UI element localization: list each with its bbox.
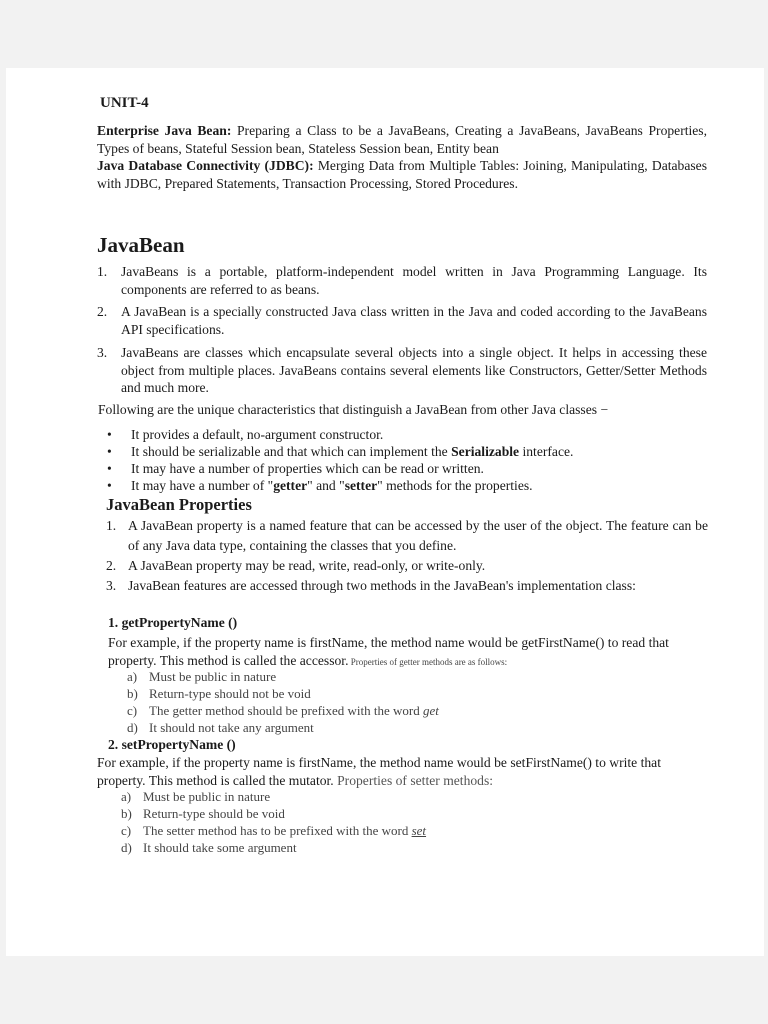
ejb-text: Preparing a Class to be a JavaBeans, Creating a JavaBeans, JavaBeans Properties, Types of beans, Stateful Session bean, Stateless Session bean, Entity bean [97,123,707,156]
bullet-dot-icon: • [107,478,112,493]
bullet-text: It may have a number of "getter" and "setter" methods for the properties. [131,478,533,493]
point-number: 2. [97,304,108,319]
setter-item-a: a) Must be public in nature [121,789,271,804]
syllabus-jdbc [97,157,707,193]
bullet-item [107,444,573,460]
point-text: A JavaBean property may be read, write, read-only, or write-only. [128,558,486,573]
ejb-label: Enterprise Java Bean: [97,123,232,138]
bullet-dot-icon: • [107,427,112,442]
getter-properties-note: Properties of getter methods are as follows: [348,657,508,667]
bullet-dot-icon: • [107,461,112,476]
jdbc-text: Merging Data from Multiple Tables: Joining, Manipulating, Databases with JDBC, Prepared Statements, Transaction Processing, Stored Procedures. [97,158,707,191]
getter-item-a: a) Must be public in nature [127,669,277,684]
setter-heading: 2. setPropertyName () [108,737,236,752]
point-text: A JavaBean property is a named feature that can be accessed by the user of the object. The feature can be of any Java data type, containing the classes that you define. [128,518,708,553]
point-text: JavaBeans are classes which encapsulate several objects into a single object. It helps in accessing these object from multiple places. JavaBeans contains several elements like Constructors, Getter/Setter Methods and much more. [121,345,707,395]
property-point-3 [106,576,708,596]
javabean-point-3 [97,344,707,397]
syllabus-ejb [97,122,707,158]
getter-heading: 1. getPropertyName () [108,615,238,630]
jdbc-label: Java Database Connectivity (JDBC): [97,158,314,173]
setter-item-b: b) Return-type should be void [121,806,285,821]
getter-item-c: c) The getter method should be prefixed with the word get [127,703,439,718]
unit-title: UNIT-4 [100,95,149,111]
setter-text: For example, if the property name is firstName, the method name would be setFirstName() to write that property. This method is called the mutator. [97,755,661,788]
point-number: 2. [106,558,117,573]
getter-text: For example, if the property name is firstName, the method name would be getFirstName() to read that property. This method is called the accessor. [108,635,669,668]
bullet-text: It may have a number of properties which can be read or written. [131,461,484,476]
point-text: JavaBeans is a portable, platform-independent model written in Java Programming Language. Its components are referred to as beans. [121,264,707,297]
setter-properties-note: Properties of setter methods: [333,773,494,788]
javabean-point-1 [97,263,707,298]
bullet-text: It should be serializable and that which can implement the Serializable interface. [131,444,574,459]
bullet-item [107,461,484,477]
setter-paragraph [97,754,707,790]
getter-item-b: b) Return-type should not be void [127,686,311,701]
point-text: JavaBean features are accessed through two methods in the JavaBean's implementation class: [128,578,636,593]
setter-item-c: c) The setter method has to be prefixed with the word set [121,823,427,838]
bullet-item [107,427,383,443]
point-number: 1. [106,518,117,533]
point-number: 3. [106,578,117,593]
setter-item-d: d) It should take some argument [121,840,297,855]
point-text: A JavaBean is a specially constructed Java class written in the Java and coded according to the JavaBeans API specifications. [121,304,707,337]
bullet-text: It provides a default, no-argument constructor. [131,427,384,442]
bullet-dot-icon: • [107,444,112,459]
point-number: 3. [97,345,108,360]
javabean-heading: JavaBean [97,233,185,257]
point-number: 1. [97,264,108,279]
getter-paragraph [108,634,708,671]
bullet-item [107,478,533,494]
getter-item-d: d) It should not take any argument [127,720,314,735]
property-point-2 [106,556,708,576]
properties-heading: JavaBean Properties [106,495,252,514]
characteristics-lead: Following are the unique characteristics that distinguish a JavaBean from other Java classes − [98,402,609,417]
property-point-1 [106,516,708,556]
javabean-point-2 [97,303,707,338]
